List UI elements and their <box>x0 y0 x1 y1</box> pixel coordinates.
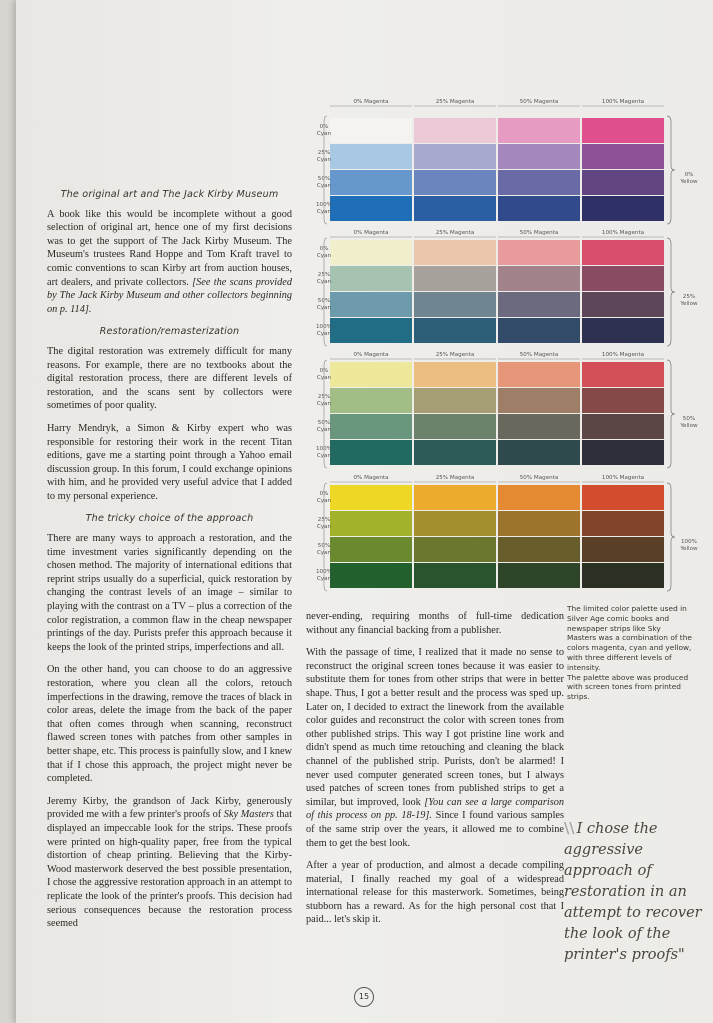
yellow-unit-label: Yellow <box>680 546 698 552</box>
color-swatch <box>498 485 580 510</box>
paragraph: On the other hand, you can choose to do an aggressive restoration, where you clean all the colors, retouch imperfections in the drawing, remove the traces of black in color areas, delete the image from the back of the paper that often comes through when scanning, reconstruct flawed screen tones with patches from other samples in better shape, etc. This process is painfully slow, and I knew that if I chose this approach, the project might never be completed. <box>47 664 292 785</box>
cyan-level-label: 50% <box>317 298 331 304</box>
color-swatch <box>414 440 496 465</box>
color-swatch <box>582 196 664 221</box>
book-page <box>16 0 713 1023</box>
color-swatch <box>330 266 412 291</box>
color-swatch <box>330 485 412 510</box>
magenta-header-label: 0% Magenta <box>353 230 389 236</box>
color-swatch <box>414 240 496 265</box>
cyan-level-label: 0% <box>319 246 329 252</box>
color-swatch <box>330 144 412 169</box>
color-swatch <box>330 414 412 439</box>
paragraph <box>306 646 564 850</box>
color-swatch <box>498 144 580 169</box>
color-swatch <box>330 511 412 536</box>
caption-line: The limited color palette used in Silver Age comic books and newspaper strips like Sky Masters was a combination of the colors magenta, cyan and yellow, with three different levels of intensity. <box>567 604 692 672</box>
color-swatch <box>498 563 580 588</box>
text: that displayed an impeccable look for the strips. These proofs were printed on high-quality paper, free from the typical distortion of cheap printing. Believing that the Kirby-Wood masterwork deserved the best possible presentation, I chose the aggressive restoration approach in an attempt to replicate the look of the printer's proofs. This decision had serious consequences because the restoration process seemed <box>47 809 292 930</box>
color-swatch <box>498 440 580 465</box>
cyan-unit-label: Cyan <box>316 279 332 285</box>
color-swatch <box>498 537 580 562</box>
color-swatch <box>330 537 412 562</box>
text: Since I found various samples of the same strip over the years, it allowed me to combine them to get the best look. <box>306 810 565 849</box>
cyan-level-label: 25% <box>317 150 331 156</box>
color-swatch <box>582 414 664 439</box>
magenta-header-label: 100% Magenta <box>601 475 645 481</box>
color-swatch <box>582 292 664 317</box>
text: Jeremy Kirby, the grandson of Jack Kirby, generously provided me with a few printer's proofs of <box>47 795 292 821</box>
color-swatch <box>330 240 412 265</box>
cyan-unit-label: Cyan <box>316 453 332 459</box>
magenta-header-label: 100% Magenta <box>601 99 645 105</box>
color-swatch <box>330 118 412 143</box>
color-swatch <box>498 362 580 387</box>
cyan-unit-label: Cyan <box>316 550 332 556</box>
cyan-unit-label: Cyan <box>316 183 332 189</box>
color-swatch <box>582 240 664 265</box>
cyan-level-label: 100% <box>316 202 332 208</box>
text: A book like this would be incomplete without a good selection of original art, hence one of my first decisions was to get the support of The Jack Kirby Museum. The Museum's trustees Rand Hoppe and Tom Kraft travel to comic conventions to scan Kirby art from auction houses, art dealers, and private collectors. <box>47 208 292 288</box>
color-swatch <box>330 170 412 195</box>
color-swatch <box>498 292 580 317</box>
color-swatch <box>582 144 664 169</box>
cyan-level-label: 25% <box>317 517 331 523</box>
color-swatch <box>498 196 580 221</box>
left-column <box>47 182 292 940</box>
heading-tricky-choice: The tricky choice of the approach <box>85 513 254 525</box>
color-swatch <box>582 118 664 143</box>
color-swatch <box>414 414 496 439</box>
color-swatch <box>330 440 412 465</box>
color-swatch <box>414 511 496 536</box>
magenta-header-label: 25% Magenta <box>435 475 475 481</box>
magenta-header-label: 50% Magenta <box>519 230 559 236</box>
cyan-level-label: 0% <box>319 368 329 374</box>
cyan-unit-label: Cyan <box>316 524 332 530</box>
color-swatch <box>582 485 664 510</box>
color-swatch <box>330 318 412 343</box>
color-swatch <box>414 563 496 588</box>
color-swatch <box>582 511 664 536</box>
color-swatch <box>414 537 496 562</box>
cyan-level-label: 50% <box>317 176 331 182</box>
color-swatch <box>414 170 496 195</box>
yellow-level-label: 50% <box>682 416 696 422</box>
color-swatch <box>582 266 664 291</box>
color-swatch <box>498 240 580 265</box>
heading-original-art: The original art and The Jack Kirby Museum <box>60 189 279 200</box>
cyan-level-label: 100% <box>316 446 332 452</box>
cyan-unit-label: Cyan <box>316 157 332 163</box>
color-swatch <box>414 266 496 291</box>
yellow-level-label: 25% <box>682 294 696 300</box>
paragraph: There are many ways to approach a restoration, and the time investment varies significantly depending on the chosen method. The majority of international editions that reprint strips usually do a superficial, quick restoration by changing the contrast levels of an image – similar to playing with the contrast on a TV – plus a correction of the color registration, a common flaw in the cheap newspaper printings of the day. Purists prefer this approach because it keeps the look of the printed strips, imperfections and all. <box>47 533 292 653</box>
caption-line: The palette above was produced with screen tones from printed strips. <box>567 672 689 702</box>
cyan-unit-label: Cyan <box>316 305 332 311</box>
color-swatch <box>330 292 412 317</box>
magenta-header-label: 0% Magenta <box>353 99 389 105</box>
color-swatch <box>582 170 664 195</box>
color-swatch <box>414 292 496 317</box>
quote-text: I chose the aggressive approach of restoration in an attempt to recover the look of the printer's proofs" <box>564 821 702 963</box>
color-swatch <box>582 563 664 588</box>
cyan-unit-label: Cyan <box>316 375 332 381</box>
text-italic: [You can see a large comparison of this process on pp. 18-19]. <box>306 796 564 822</box>
cyan-unit-label: Cyan <box>316 209 332 215</box>
color-swatch <box>414 196 496 221</box>
color-swatch <box>414 118 496 143</box>
cyan-unit-label: Cyan <box>316 427 332 433</box>
cyan-level-label: 100% <box>316 324 332 330</box>
color-swatch <box>498 266 580 291</box>
cyan-unit-label: Cyan <box>316 576 332 582</box>
color-swatch <box>330 196 412 221</box>
color-swatch <box>498 388 580 413</box>
magenta-header-label: 25% Magenta <box>435 352 475 358</box>
color-swatch <box>582 537 664 562</box>
cyan-level-label: 50% <box>317 543 331 549</box>
page-number: 15 <box>354 987 374 1007</box>
magenta-header-label: 100% Magenta <box>601 352 645 358</box>
color-swatch <box>414 485 496 510</box>
magenta-header-label: 25% Magenta <box>435 99 475 105</box>
yellow-unit-label: Yellow <box>680 423 698 429</box>
color-swatch <box>498 511 580 536</box>
color-swatch <box>582 362 664 387</box>
magenta-header-label: 25% Magenta <box>435 230 475 236</box>
magenta-header-label: 50% Magenta <box>519 99 559 105</box>
color-swatch <box>582 388 664 413</box>
color-swatch <box>414 362 496 387</box>
pull-quote <box>564 818 713 966</box>
magenta-header-label: 100% Magenta <box>601 230 645 236</box>
color-swatch <box>414 388 496 413</box>
text: With the passage of time, I realized that it made no sense to reconstruct the original screen tones because it was easier to substitute them for tones from other strips that were in better shape. Thus, I got a better result and the process was sped up. Later on, I decided to extract the linework from the available color guides and reconstruct the color with screen tones from other published strips. This way I got pristine line work and didn't spend as much time retouching and cleaning the black channel of the published strip. Purists, don't be alarmed! I never used computer generated screen tones, but I always used patches of screen tones from published strips to get a similar, but improved, look <box>306 647 564 808</box>
palette-caption <box>567 604 692 702</box>
color-swatch <box>330 563 412 588</box>
color-swatch <box>498 170 580 195</box>
yellow-level-label: 0% <box>684 172 694 178</box>
paragraph <box>47 208 292 317</box>
cyan-level-label: 25% <box>317 272 331 278</box>
paragraph: After a year of production, and almost a decade compiling material, I finally reached my goal of a widespread international release for this masterwork. Sometimes, being stubborn has a reward. As for the high personal cost that I paid... let's skip it. <box>306 860 564 926</box>
color-swatch <box>330 388 412 413</box>
cyan-unit-label: Cyan <box>316 401 332 407</box>
magenta-header-label: 50% Magenta <box>519 352 559 358</box>
cyan-unit-label: Cyan <box>316 331 332 337</box>
color-swatch <box>498 118 580 143</box>
yellow-unit-label: Yellow <box>680 301 698 307</box>
paragraph <box>47 795 292 931</box>
cyan-level-label: 25% <box>317 394 331 400</box>
text-italic: [See the scans provided by The Jack Kirby Museum and other collectors beginning on p. 114]. <box>47 276 292 315</box>
yellow-unit-label: Yellow <box>680 179 698 185</box>
cyan-unit-label: Cyan <box>316 131 332 137</box>
cyan-unit-label: Cyan <box>316 253 332 259</box>
yellow-brace <box>667 116 675 224</box>
color-swatch <box>582 440 664 465</box>
cyan-level-label: 100% <box>316 569 332 575</box>
yellow-brace <box>667 483 675 591</box>
color-swatch <box>582 318 664 343</box>
paragraph: Harry Mendryk, a Simon & Kirby expert who was responsible for restoring their work in the recent Titan editions, gave me a starting point through a Yahoo email discussion group. In this forum, I could exchange opinions with him, and he provided very useful advice that I added to my personal experience. <box>47 422 292 502</box>
heading-restoration: Restoration/remasterization <box>99 326 240 338</box>
color-swatch <box>498 318 580 343</box>
cyan-unit-label: Cyan <box>316 498 332 504</box>
yellow-brace <box>667 238 675 346</box>
middle-column <box>306 610 564 936</box>
cyan-level-label: 0% <box>319 124 329 130</box>
paragraph: The digital restoration was extremely difficult for many reasons. For example, there are no textbooks about the digital restoration process, there are different levels of restoration, and the scans sent by collectors were sometimes of poor quality. <box>47 345 292 412</box>
magenta-header-label: 0% Magenta <box>353 475 389 481</box>
quote-mark-icon: \\ <box>564 820 575 837</box>
color-swatch <box>414 144 496 169</box>
cyan-level-label: 0% <box>319 491 329 497</box>
yellow-level-label: 100% <box>681 539 697 545</box>
magenta-header-label: 50% Magenta <box>519 475 559 481</box>
yellow-brace <box>667 360 675 468</box>
color-swatch <box>330 362 412 387</box>
paragraph: never-ending, requiring months of full-time dedication without any financial backing from a publisher. <box>306 611 564 636</box>
color-swatch <box>414 318 496 343</box>
text-italic: Sky Masters <box>223 809 274 821</box>
magenta-header-label: 0% Magenta <box>353 352 389 358</box>
color-swatch <box>498 414 580 439</box>
cyan-level-label: 50% <box>317 420 331 426</box>
